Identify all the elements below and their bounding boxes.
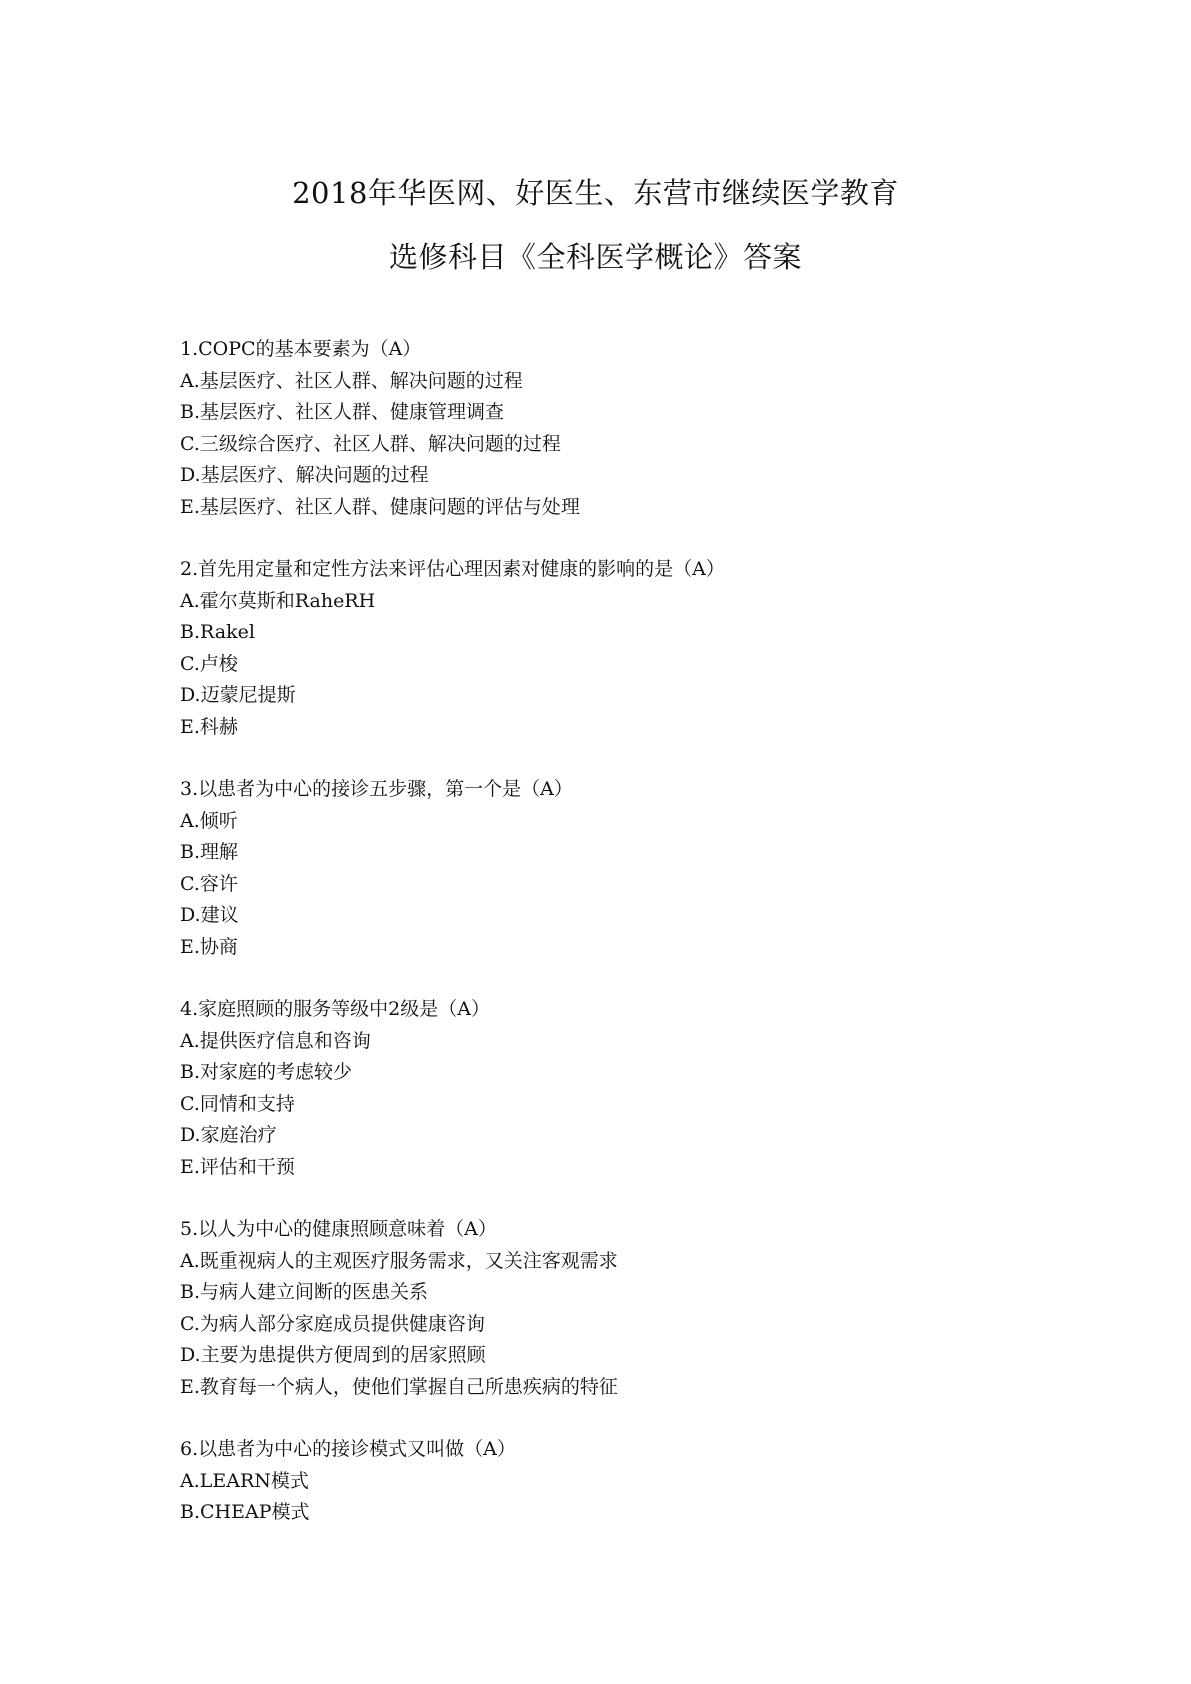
answer-option: C.为病人部分家庭成员提供健康咨询 <box>180 1312 485 1335</box>
question-block <box>180 554 1080 743</box>
answer-option: B.对家庭的考虑较少 <box>180 1061 353 1083</box>
answer-option: E.基层医疗、社区人群、健康问题的评估与处理 <box>180 495 580 518</box>
answer-option: E.评估和干预 <box>180 1155 295 1178</box>
answer-option: A.既重视病人的主观医疗服务需求，又关注客观需求 <box>180 1249 618 1272</box>
answer-option: A.倾听 <box>180 809 238 832</box>
answer-option: D.建议 <box>180 904 239 926</box>
answer-option: E.科赫 <box>180 715 238 738</box>
answer-option: E.教育每一个病人，使他们掌握自己所患疾病的特征 <box>180 1375 618 1398</box>
answer-option: C.容许 <box>180 872 238 895</box>
answer-option: D.主要为患提供方便周到的居家照顾 <box>180 1344 486 1366</box>
title-line-2: 选修科目《全科医学概论》答案 <box>388 240 802 274</box>
answer-option: C.同情和支持 <box>180 1092 295 1115</box>
answer-option: B.CHEAP模式 <box>180 1501 310 1523</box>
question-text: 2.首先用定量和定性方法来评估心理因素对健康的影响的是（A） <box>180 558 725 580</box>
question-text: 4.家庭照顾的服务等级中2级是（A） <box>180 998 490 1020</box>
answer-option: E.协商 <box>180 935 238 958</box>
answer-option: B.理解 <box>180 841 239 863</box>
answer-option: A.提供医疗信息和咨询 <box>180 1029 371 1052</box>
answer-option: A.霍尔莫斯和RaheRH <box>180 589 376 612</box>
answer-option: D.基层医疗、解决问题的过程 <box>180 464 429 486</box>
answer-option: B.基层医疗、社区人群、健康管理调查 <box>180 401 505 423</box>
answer-option: D.家庭治疗 <box>180 1124 277 1146</box>
answer-option: C.三级综合医疗、社区人群、解决问题的过程 <box>180 432 561 455</box>
question-text: 5.以人为中心的健康照顾意味着（A） <box>180 1218 497 1240</box>
question-block <box>180 1214 1080 1403</box>
answer-option: D.迈蒙尼提斯 <box>180 684 296 706</box>
answer-option: C.卢梭 <box>180 652 238 675</box>
question-block <box>180 1434 1080 1529</box>
answer-option: B.与病人建立间断的医患关系 <box>180 1281 429 1303</box>
answer-option: A.基层医疗、社区人群、解决问题的过程 <box>180 369 523 392</box>
document-title <box>0 176 1191 274</box>
answer-option: B.Rakel <box>180 621 255 643</box>
question-list <box>180 334 1080 1560</box>
question-block <box>180 994 1080 1183</box>
question-block <box>180 774 1080 963</box>
title-line-1: 2018年华医网、好医生、东营市继续医学教育 <box>292 176 899 210</box>
question-text: 1.COPC的基本要素为（A） <box>180 338 422 360</box>
question-text: 6.以患者为中心的接诊模式又叫做（A） <box>180 1438 516 1460</box>
question-block <box>180 334 1080 523</box>
question-text: 3.以患者为中心的接诊五步骤，第一个是（A） <box>180 778 573 800</box>
answer-option: A.LEARN模式 <box>180 1469 309 1492</box>
